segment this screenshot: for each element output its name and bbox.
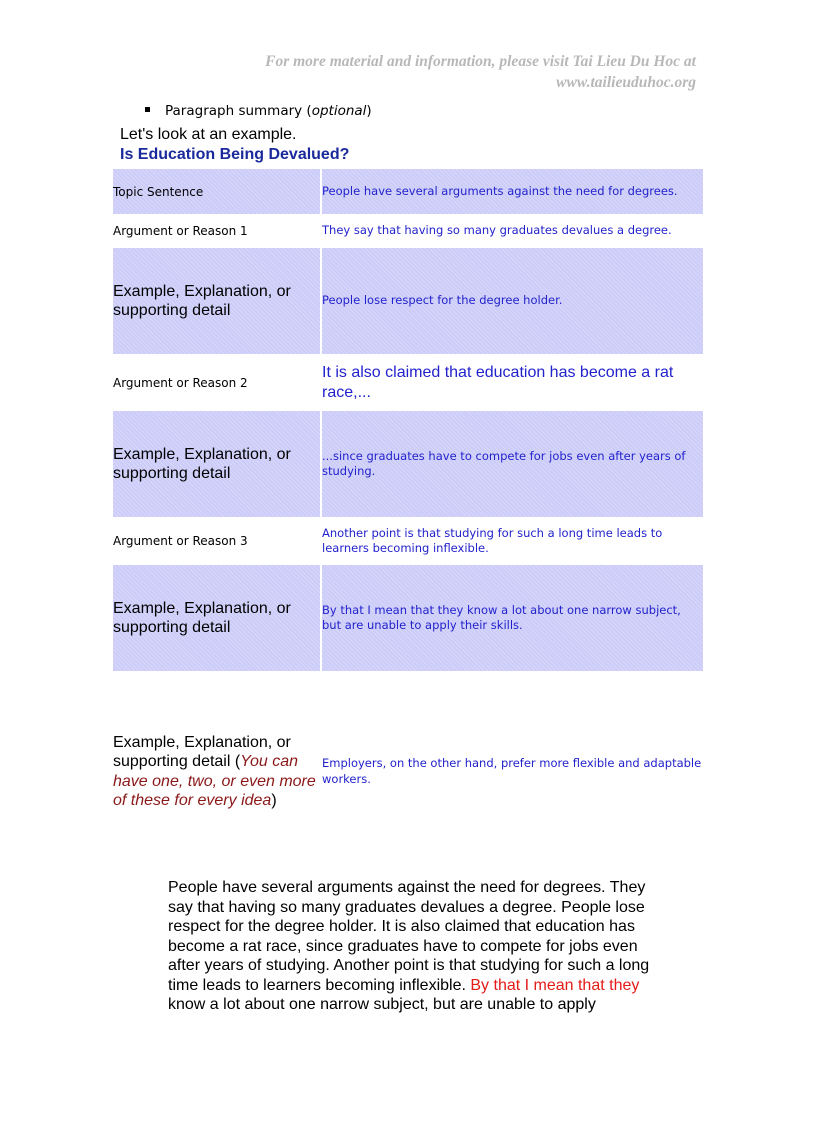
table-row-arg1 (113, 217, 703, 245)
ex1-label: Example, Explanation, or supporting detail (113, 248, 322, 354)
arg2-text: It is also claimed that education has become a rat race,... (322, 363, 674, 401)
table-row-topic (113, 169, 703, 214)
ex3-text: By that I mean that they know a lot about one narrow subject, but are unable to apply their skills. (322, 565, 703, 671)
arg1-text: They say that having so many graduates devalues a degree. (322, 223, 672, 238)
ex1-text: People lose respect for the degree holder. (322, 248, 703, 354)
arg1-label: Argument or Reason 1 (113, 217, 322, 245)
header-line-1: For more material and information, please visit Tai Lieu Du Hoc at (265, 53, 696, 70)
structure-table (113, 166, 703, 872)
table-row-ex4 (113, 674, 703, 869)
paragraph-body: People have several arguments against the need for degrees. They say that having so many graduates devalues a degree. People lose respect for the degree holder. It is also claimed that education has become a rat race, since graduates have to compete for jobs even after years of studying. Another point is that studying for such a long time leads to learners becoming inflexible. (168, 879, 650, 994)
example-title: Is Education Being Devalued? (120, 146, 350, 163)
page-header (265, 51, 696, 93)
arg3-text: Another point is that studying for such a long time leads to learners becoming inflexible. (322, 525, 663, 555)
paragraph-tail: know a lot about one narrow subject, but are unable to apply (168, 996, 596, 1013)
ex4-label-text: Example, Explanation, or supporting detail ( (113, 733, 291, 770)
bullet-square-icon (145, 107, 150, 112)
arg2-label: Argument or Reason 2 (113, 357, 322, 408)
table-row-arg2 (113, 357, 703, 408)
ex2-label: Example, Explanation, or supporting detail (113, 411, 322, 517)
table-row-ex2 (113, 411, 703, 517)
bullet-italic: optional (311, 103, 367, 119)
ex3-label: Example, Explanation, or supporting detail (113, 565, 322, 671)
topic-label: Topic Sentence (113, 169, 322, 214)
ex4-note: You can have one, two, or even more of these for every idea (113, 753, 316, 809)
table-row-ex3 (113, 565, 703, 671)
bullet-text: Paragraph summary ( (165, 103, 312, 119)
lead-sentence: Let's look at an example. (120, 126, 297, 143)
paragraph-highlight: By that I mean that they (470, 976, 640, 994)
bullet-item (145, 101, 372, 121)
ex4-text: Employers, on the other hand, prefer more flexible and adaptable workers. (322, 756, 702, 786)
ex4-close: ) (271, 792, 277, 809)
table-row-ex1 (113, 248, 703, 354)
ex4-label (113, 674, 322, 869)
bullet-close: ) (366, 103, 372, 119)
arg3-label: Argument or Reason 3 (113, 520, 322, 562)
summary-paragraph (168, 878, 658, 1015)
ex2-text: ...since graduates have to compete for jobs even after years of studying. (322, 411, 703, 517)
header-website: www.tailieuduhoc.org (556, 74, 696, 91)
topic-text: People have several arguments against the need for degrees. (322, 169, 703, 214)
table-row-arg3 (113, 520, 703, 562)
